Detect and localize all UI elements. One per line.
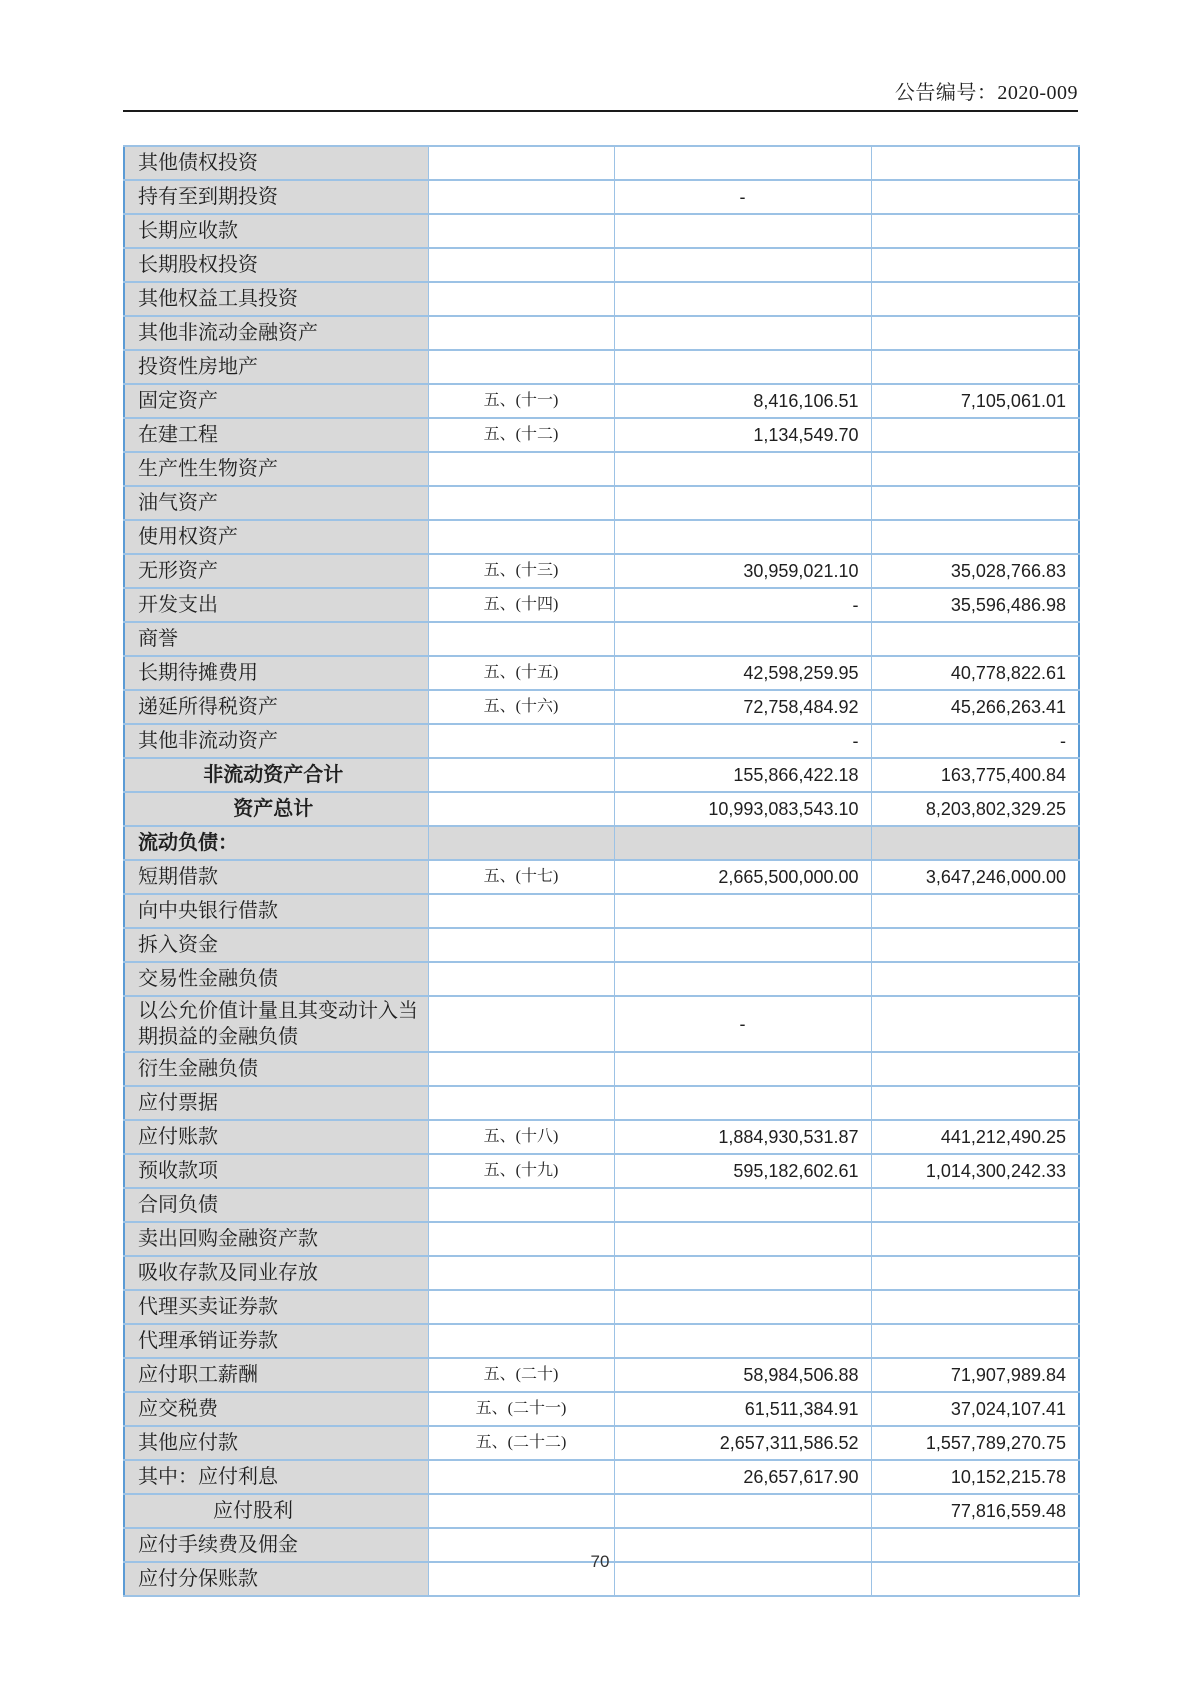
table-row xyxy=(124,588,1079,622)
previous-amount-cell xyxy=(871,418,1079,452)
current-amount-cell xyxy=(614,520,871,554)
item-label-cell: 长期待摊费用 xyxy=(124,656,428,690)
table-row xyxy=(124,1120,1079,1154)
note-ref-cell xyxy=(428,1188,614,1222)
table-row xyxy=(124,1290,1079,1324)
table-row xyxy=(124,1052,1079,1086)
balance-sheet-table xyxy=(123,145,1080,1597)
item-label-cell: 持有至到期投资 xyxy=(124,180,428,214)
item-label-cell: 交易性金融负债 xyxy=(124,962,428,996)
table-row xyxy=(124,1392,1079,1426)
header-divider xyxy=(123,110,1078,112)
current-amount-cell xyxy=(614,826,871,860)
table-row xyxy=(124,248,1079,282)
table-row xyxy=(124,758,1079,792)
previous-amount-cell: 3,647,246,000.00 xyxy=(871,860,1079,894)
previous-amount-cell xyxy=(871,1256,1079,1290)
current-amount-cell xyxy=(614,1290,871,1324)
current-amount-cell xyxy=(614,1086,871,1120)
current-amount-cell: - xyxy=(614,724,871,758)
current-amount-cell xyxy=(614,282,871,316)
table-row xyxy=(124,996,1079,1052)
note-ref-cell: 五、(十三) xyxy=(428,554,614,588)
current-amount-cell xyxy=(614,316,871,350)
previous-amount-cell: 37,024,107.41 xyxy=(871,1392,1079,1426)
note-ref-cell xyxy=(428,1052,614,1086)
current-amount-cell xyxy=(614,452,871,486)
item-label-cell: 其他非流动金融资产 xyxy=(124,316,428,350)
item-label-cell: 非流动资产合计 xyxy=(124,758,428,792)
previous-amount-cell: 441,212,490.25 xyxy=(871,1120,1079,1154)
current-amount-cell: 10,993,083,543.10 xyxy=(614,792,871,826)
previous-amount-cell xyxy=(871,622,1079,656)
item-label-cell: 应交税费 xyxy=(124,1392,428,1426)
item-label-cell: 预收款项 xyxy=(124,1154,428,1188)
previous-amount-cell xyxy=(871,1324,1079,1358)
current-amount-cell xyxy=(614,214,871,248)
note-ref-cell xyxy=(428,520,614,554)
current-amount-cell xyxy=(614,622,871,656)
previous-amount-cell xyxy=(871,146,1079,180)
current-amount-cell: 2,665,500,000.00 xyxy=(614,860,871,894)
current-amount-cell xyxy=(614,928,871,962)
item-label-cell: 应付分保账款 xyxy=(124,1562,428,1596)
note-ref-cell: 五、(十八) xyxy=(428,1120,614,1154)
current-amount-cell: 2,657,311,586.52 xyxy=(614,1426,871,1460)
table-row xyxy=(124,554,1079,588)
previous-amount-cell: 35,028,766.83 xyxy=(871,554,1079,588)
previous-amount-cell xyxy=(871,1052,1079,1086)
item-label-cell: 其他债权投资 xyxy=(124,146,428,180)
page-header xyxy=(123,76,1078,105)
current-amount-cell xyxy=(614,962,871,996)
note-ref-cell: 五、(十四) xyxy=(428,588,614,622)
table-row xyxy=(124,792,1079,826)
note-ref-cell: 五、(十五) xyxy=(428,656,614,690)
previous-amount-cell: 163,775,400.84 xyxy=(871,758,1079,792)
current-amount-cell: 30,959,021.10 xyxy=(614,554,871,588)
table-row xyxy=(124,622,1079,656)
note-ref-cell: 五、(十九) xyxy=(428,1154,614,1188)
item-label-cell: 固定资产 xyxy=(124,384,428,418)
table-row xyxy=(124,1426,1079,1460)
item-label-cell: 短期借款 xyxy=(124,860,428,894)
table-row xyxy=(124,316,1079,350)
item-label-cell: 在建工程 xyxy=(124,418,428,452)
table-row xyxy=(124,486,1079,520)
table-row xyxy=(124,894,1079,928)
current-amount-cell xyxy=(614,1494,871,1528)
balance-sheet-rows xyxy=(124,146,1079,1596)
current-amount-cell: 58,984,506.88 xyxy=(614,1358,871,1392)
previous-amount-cell: 71,907,989.84 xyxy=(871,1358,1079,1392)
note-ref-cell xyxy=(428,1086,614,1120)
note-ref-cell xyxy=(428,1324,614,1358)
note-ref-cell: 五、(二十) xyxy=(428,1358,614,1392)
note-ref-cell xyxy=(428,724,614,758)
table-row xyxy=(124,520,1079,554)
current-amount-cell xyxy=(614,1222,871,1256)
current-amount-cell xyxy=(614,486,871,520)
table-row xyxy=(124,724,1079,758)
previous-amount-cell xyxy=(871,248,1079,282)
item-label-cell: 其他非流动资产 xyxy=(124,724,428,758)
item-label-cell: 其他应付款 xyxy=(124,1426,428,1460)
note-ref-cell: 五、(十二) xyxy=(428,418,614,452)
table-row xyxy=(124,350,1079,384)
item-label-cell: 代理承销证券款 xyxy=(124,1324,428,1358)
item-label-cell: 应付账款 xyxy=(124,1120,428,1154)
current-amount-cell xyxy=(614,350,871,384)
current-amount-cell: 155,866,422.18 xyxy=(614,758,871,792)
item-label-cell: 资产总计 xyxy=(124,792,428,826)
note-ref-cell xyxy=(428,758,614,792)
table-row xyxy=(124,1256,1079,1290)
current-amount-cell: - xyxy=(614,996,871,1052)
note-ref-cell xyxy=(428,622,614,656)
note-ref-cell xyxy=(428,928,614,962)
note-ref-cell xyxy=(428,1494,614,1528)
item-label-cell: 其中：应付利息 xyxy=(124,1460,428,1494)
previous-amount-cell: 10,152,215.78 xyxy=(871,1460,1079,1494)
note-ref-cell xyxy=(428,1256,614,1290)
item-label-cell: 合同负债 xyxy=(124,1188,428,1222)
previous-amount-cell xyxy=(871,1222,1079,1256)
item-label-cell: 应付股利 xyxy=(124,1494,428,1528)
table-row xyxy=(124,928,1079,962)
previous-amount-cell xyxy=(871,214,1079,248)
previous-amount-cell xyxy=(871,1086,1079,1120)
table-row xyxy=(124,418,1079,452)
current-amount-cell: 42,598,259.95 xyxy=(614,656,871,690)
item-label-cell: 应付手续费及佣金 xyxy=(124,1528,428,1562)
previous-amount-cell: - xyxy=(871,724,1079,758)
note-ref-cell xyxy=(428,452,614,486)
current-amount-cell: 26,657,617.90 xyxy=(614,1460,871,1494)
item-label-cell: 其他权益工具投资 xyxy=(124,282,428,316)
previous-amount-cell xyxy=(871,996,1079,1052)
table-row xyxy=(124,146,1079,180)
item-label-cell: 代理买卖证券款 xyxy=(124,1290,428,1324)
previous-amount-cell xyxy=(871,452,1079,486)
previous-amount-cell: 77,816,559.48 xyxy=(871,1494,1079,1528)
table-row xyxy=(124,1222,1079,1256)
note-ref-cell xyxy=(428,1222,614,1256)
note-ref-cell: 五、(十七) xyxy=(428,860,614,894)
table-row xyxy=(124,1188,1079,1222)
table-row xyxy=(124,1460,1079,1494)
table-row xyxy=(124,690,1079,724)
item-label-cell: 卖出回购金融资产款 xyxy=(124,1222,428,1256)
previous-amount-cell xyxy=(871,316,1079,350)
previous-amount-cell: 7,105,061.01 xyxy=(871,384,1079,418)
previous-amount-cell xyxy=(871,350,1079,384)
note-ref-cell xyxy=(428,962,614,996)
item-label-cell: 递延所得税资产 xyxy=(124,690,428,724)
item-label-cell: 开发支出 xyxy=(124,588,428,622)
note-ref-cell xyxy=(428,180,614,214)
note-ref-cell xyxy=(428,1290,614,1324)
previous-amount-cell xyxy=(871,928,1079,962)
note-ref-cell xyxy=(428,282,614,316)
item-label-cell: 向中央银行借款 xyxy=(124,894,428,928)
current-amount-cell: 1,884,930,531.87 xyxy=(614,1120,871,1154)
note-ref-cell xyxy=(428,214,614,248)
current-amount-cell xyxy=(614,1324,871,1358)
item-label-cell: 应付票据 xyxy=(124,1086,428,1120)
note-ref-cell xyxy=(428,826,614,860)
table-row xyxy=(124,452,1079,486)
current-amount-cell: - xyxy=(614,180,871,214)
note-ref-cell xyxy=(428,486,614,520)
current-amount-cell: 72,758,484.92 xyxy=(614,690,871,724)
table-row xyxy=(124,1494,1079,1528)
item-label-cell: 拆入资金 xyxy=(124,928,428,962)
table-row xyxy=(124,962,1079,996)
note-ref-cell xyxy=(428,316,614,350)
note-ref-cell xyxy=(428,792,614,826)
item-label-cell: 流动负债： xyxy=(124,826,428,860)
previous-amount-cell xyxy=(871,894,1079,928)
previous-amount-cell: 35,596,486.98 xyxy=(871,588,1079,622)
previous-amount-cell xyxy=(871,282,1079,316)
page-footer xyxy=(0,1552,1200,1572)
table-row xyxy=(124,1154,1079,1188)
item-label-cell: 无形资产 xyxy=(124,554,428,588)
current-amount-cell: 595,182,602.61 xyxy=(614,1154,871,1188)
item-label-cell: 吸收存款及同业存放 xyxy=(124,1256,428,1290)
current-amount-cell: 8,416,106.51 xyxy=(614,384,871,418)
previous-amount-cell: 40,778,822.61 xyxy=(871,656,1079,690)
table-row xyxy=(124,180,1079,214)
table-row xyxy=(124,282,1079,316)
current-amount-cell xyxy=(614,248,871,282)
item-label-cell: 长期股权投资 xyxy=(124,248,428,282)
table-row xyxy=(124,384,1079,418)
note-ref-cell xyxy=(428,894,614,928)
note-ref-cell xyxy=(428,996,614,1052)
table-row xyxy=(124,656,1079,690)
note-ref-cell: 五、(十六) xyxy=(428,690,614,724)
item-label-cell: 油气资产 xyxy=(124,486,428,520)
current-amount-cell xyxy=(614,1052,871,1086)
previous-amount-cell: 1,014,300,242.33 xyxy=(871,1154,1079,1188)
previous-amount-cell xyxy=(871,180,1079,214)
item-label-cell: 商誉 xyxy=(124,622,428,656)
note-ref-cell: 五、(二十一) xyxy=(428,1392,614,1426)
current-amount-cell: 61,511,384.91 xyxy=(614,1392,871,1426)
announcement-number: 公告编号：2020-009 xyxy=(894,82,1078,104)
item-label-cell: 衍生金融负债 xyxy=(124,1052,428,1086)
item-label-cell: 使用权资产 xyxy=(124,520,428,554)
note-ref-cell: 五、(十一) xyxy=(428,384,614,418)
page-number: 70 xyxy=(590,1552,610,1571)
item-label-cell: 生产性生物资产 xyxy=(124,452,428,486)
previous-amount-cell xyxy=(871,1290,1079,1324)
current-amount-cell xyxy=(614,146,871,180)
current-amount-cell: 1,134,549.70 xyxy=(614,418,871,452)
item-label-cell: 长期应收款 xyxy=(124,214,428,248)
item-label-cell: 以公允价值计量且其变动计入当期损益的金融负债 xyxy=(124,996,428,1052)
current-amount-cell xyxy=(614,894,871,928)
note-ref-cell xyxy=(428,350,614,384)
previous-amount-cell xyxy=(871,962,1079,996)
item-label-cell: 应付职工薪酬 xyxy=(124,1358,428,1392)
note-ref-cell xyxy=(428,146,614,180)
previous-amount-cell xyxy=(871,486,1079,520)
table-row xyxy=(124,1324,1079,1358)
item-label-cell: 投资性房地产 xyxy=(124,350,428,384)
current-amount-cell xyxy=(614,1188,871,1222)
note-ref-cell xyxy=(428,1460,614,1494)
table-row xyxy=(124,826,1079,860)
previous-amount-cell: 8,203,802,329.25 xyxy=(871,792,1079,826)
previous-amount-cell: 1,557,789,270.75 xyxy=(871,1426,1079,1460)
current-amount-cell xyxy=(614,1256,871,1290)
previous-amount-cell xyxy=(871,520,1079,554)
previous-amount-cell xyxy=(871,1188,1079,1222)
note-ref-cell xyxy=(428,248,614,282)
table-row xyxy=(124,1086,1079,1120)
table-row xyxy=(124,860,1079,894)
table-row xyxy=(124,214,1079,248)
table-row xyxy=(124,1358,1079,1392)
note-ref-cell: 五、(二十二) xyxy=(428,1426,614,1460)
previous-amount-cell xyxy=(871,826,1079,860)
current-amount-cell: - xyxy=(614,588,871,622)
previous-amount-cell: 45,266,263.41 xyxy=(871,690,1079,724)
